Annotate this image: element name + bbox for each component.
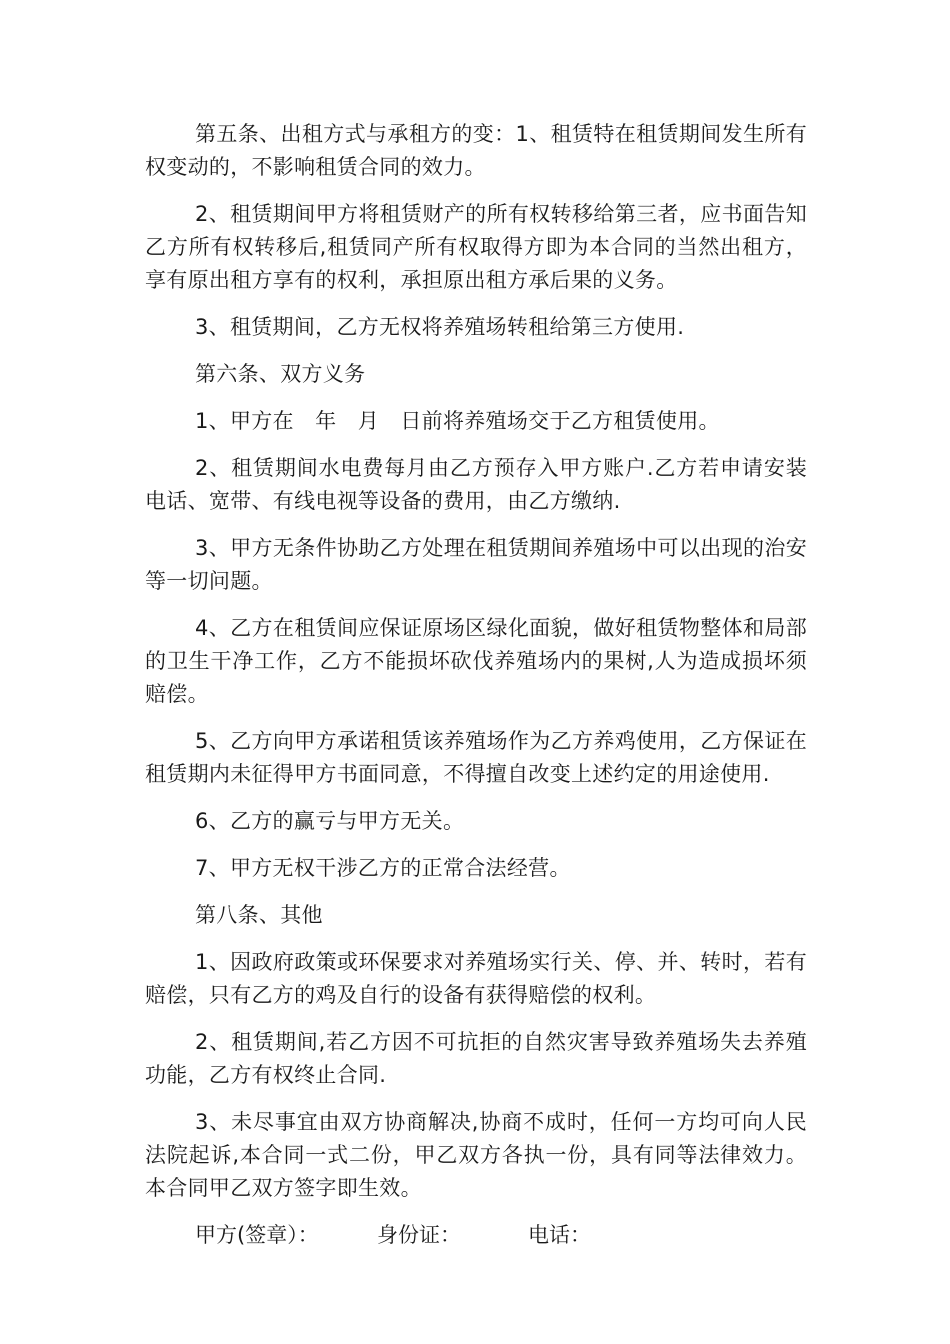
party-a-signature-label: 甲方(签章）： [195, 1223, 319, 1247]
id-card-label: 身份证： [377, 1223, 461, 1247]
clause-6-item-1: 1、甲方在 年 月 日前将养殖场交于乙方租赁使用。 [195, 409, 720, 433]
clause-6-item-4: 4、乙方在租赁间应保证原场区绿化面貌，做好租赁物整体和局部的卫生干净工作，乙方不能损坏砍伐养殖场内的果树,人为造成损坏须赔偿。 [145, 616, 807, 706]
clause-5-intro: 第五条、出租方式与承租方的变：1、租赁特在租赁期间发生所有权变动的，不影响租赁合同的效力。 [145, 122, 807, 179]
clause-5-item-2: 2、租赁期间甲方将租赁财产的所有权转移给第三者，应书面告知乙方所有权转移后,租赁同产所有权取得方即为本合同的当然出租方，享有原出租方享有的权利，承担原出租方承后果的义务。 [145, 202, 807, 292]
clause-6-item-7: 7、甲方无权干涉乙方的正常合法经营。 [195, 856, 571, 880]
clause-6-heading: 第六条、双方义务 [195, 362, 366, 386]
clause-6-item-6: 6、乙方的赢亏与甲方无关。 [195, 809, 465, 833]
clause-5-item-3: 3、租赁期间，乙方无权将养殖场转租给第三方使用. [195, 315, 685, 339]
signature-row [145, 1219, 807, 1252]
clause-6-item-3: 3、甲方无条件协助乙方处理在租赁期间养殖场中可以出现的治安等一切问题。 [145, 536, 807, 593]
clause-6-item-5: 5、乙方向甲方承诺租赁该养殖场作为乙方养鸡使用，乙方保证在租赁期内未征得甲方书面同意，不得擅自改变上述约定的用途使用. [145, 729, 807, 786]
clause-8-item-2: 2、租赁期间,若乙方因不可抗拒的自然灾害导致养殖场失去养殖功能，乙方有权终止合同. [145, 1030, 807, 1087]
contract-body [145, 118, 807, 1252]
clause-8-heading: 第八条、其他 [195, 903, 323, 927]
clause-6-item-2: 2、租赁期间水电费每月由乙方预存入甲方账户.乙方若申请安装电话、宽带、有线电视等设备的费用，由乙方缴纳. [145, 456, 807, 513]
clause-8-item-1: 1、因政府政策或环保要求对养殖场实行关、停、并、转时，若有赔偿，只有乙方的鸡及自行的设备有获得赔偿的权利。 [145, 950, 807, 1007]
phone-label: 电话： [528, 1223, 591, 1247]
clause-8-item-3: 3、未尽事宜由双方协商解决,协商不成时，任何一方均可向人民法院起诉,本合同一式二份，甲乙双方各执一份，具有同等法律效力。本合同甲乙双方签字即生效。 [145, 1110, 807, 1200]
